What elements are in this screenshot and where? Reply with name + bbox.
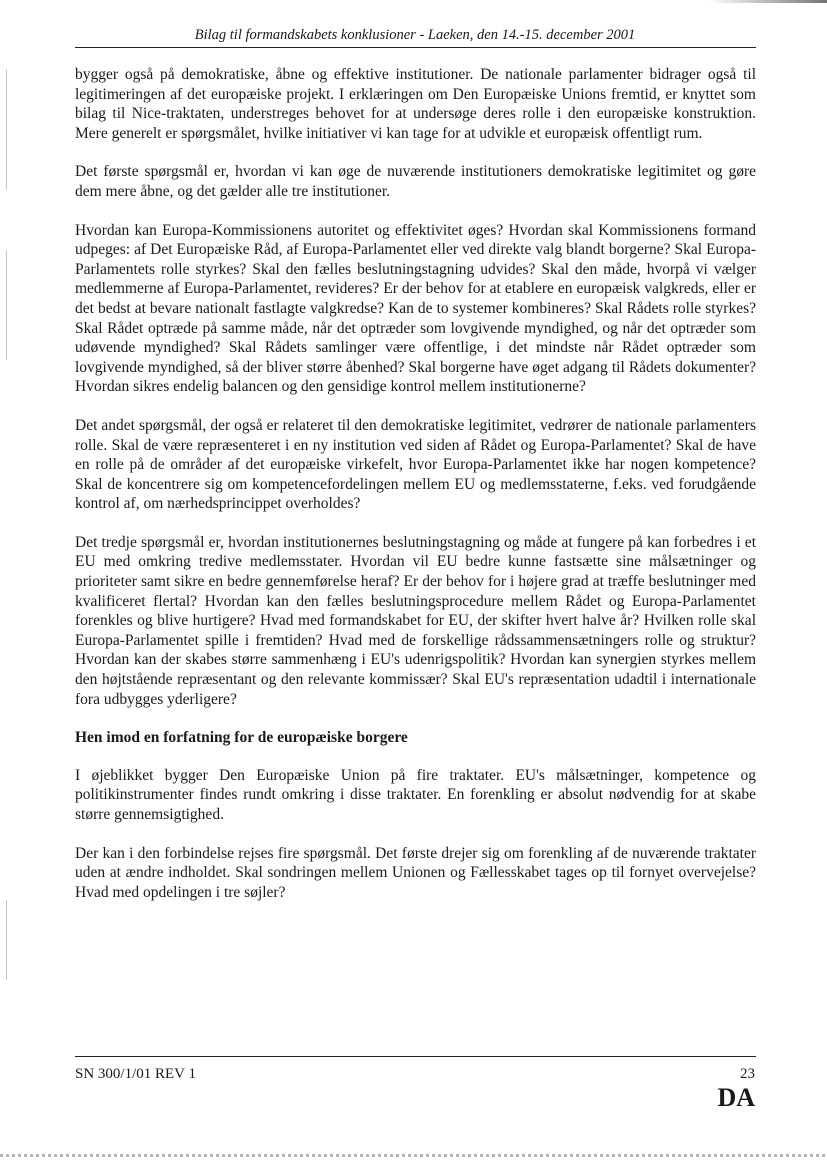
paragraph: bygger også på demokratiske, åbne og effektive institutioner. De nationale parlamenter bidrager også til legitimeringen af det europæiske projekt. I erklæringen om Den Europæiske Unions fremtid, er knyttet som bilag til Nice-traktaten, understreges behovet for at undersøge deres rolle i den europæiske konstruktion. Mere generelt er spørgsmålet, hvilke initiativer vi kan tage for at udvikle et europæisk offentligt rum.: [75, 66, 756, 142]
page-number: 23: [740, 1066, 755, 1082]
running-header: Bilag til formandskabets konklusioner - Laeken, den 14.-15. december 2001: [194, 27, 636, 43]
document-id: SN 300/1/01 REV 1: [75, 1066, 196, 1082]
paragraph: I øjeblikket bygger Den Europæiske Union på fire traktater. EU's målsætninger, kompetence og politikinstrumenter findes rundt omkring i disse traktater. En forenkling er absolut nødvendig for at skabe større gennemsigtighed.: [75, 766, 756, 823]
scan-edge-bottom: [0, 1154, 827, 1157]
section-heading: Hen imod en forfatning for de europæiske borgere: [75, 729, 408, 747]
document-body: [75, 65, 756, 921]
footer-rule: [75, 1056, 756, 1057]
header-rule: [75, 47, 756, 48]
paragraph: Det andet spørgsmål, der også er relateret til den demokratiske legitimitet, vedrører de nationale parlamenters rolle. Skal de være repræsenteret i en ny institution ved siden af Rådet og Europa-Parlamentet? Skal de have en rolle på de områder af det europæiske virkefelt, hvor Europa-Parlamentet ikke har nogen kompetence? Skal de koncentrere sig om kompetencefordelingen mellem EU og medlemsstaterne, f.eks. ved forudgående kontrol af, om nærhedsprincippet overholdes?: [75, 416, 756, 513]
paragraph: Hvordan kan Europa-Kommissionens autoritet og effektivitet øges? Hvordan skal Kommissionens formand udpeges: af Det Europæiske Råd, af Europa-Parlamentet eller ved direkte valg blandt borgerne? Skal Europa-Parlamentets rolle styrkes? Skal den fælles beslutningstagning udvides? Skal den måde, hvorpå vi vælger medlemmerne af Europa-Parlamentet, revideres? Er der behov for at etablere en europæisk valgkreds, eller er det bedst at bevare nationalt fastlagte valgkredse? Kan de to systemer kombineres? Skal Rådets rolle styrkes? Skal Rådet optræde på samme måde, når det optræder som lovgivende myndighed, og når det optræder som udøvende myndighed? Skal Rådets samlinger være offentlige, i det mindste når Rådet optræder som lovgivende myndighed, så der bliver større åbenhed? Skal borgerne have øget adgang til Rådets dokumenter? Hvordan sikres endelig balancen og den gensidige kontrol mellem institutionerne?: [75, 221, 756, 396]
margin-mark: [6, 900, 7, 980]
margin-mark: [6, 70, 7, 190]
paragraph: Der kan i den forbindelse rejses fire spørgsmål. Det første drejer sig om forenkling af de nuværende traktater uden at ændre indholdet. Skal sondringen mellem Unionen og Fællesskabet tages op til fornyet overvejelse? Hvad med opdelingen i tre søjler?: [75, 844, 756, 901]
paragraph: Det første spørgsmål er, hvordan vi kan øge de nuværende institutioners demokratiske legitimitet og gøre dem mere åbne, og det gælder alle tre institutioner.: [75, 163, 756, 200]
paragraph: Det tredje spørgsmål er, hvordan institutionernes beslutningstagning og måde at fungere på kan forbedres i et EU med omkring tredive medlemsstater. Hvordan vil EU bedre kunne fastsætte sine målsætninger og prioriteter samt sikre en bedre gennemførelse heraf? Er der behov for i højere grad at træffe beslutninger med kvalificeret flertal? Hvordan kan den fælles beslutningsprocedure mellem Rådet og Europa-Parlamentet forenkles og blive hurtigere? Hvad med formandskabet for EU, der skifter hvert halve år? Hvilken rolle skal Europa-Parlamentet spille i fremtiden? Hvad med de forskellige rådssammensætningers rolle og struktur? Hvordan kan der skabes større sammenhæng i EU's udenrigspolitik? Hvordan kan synergien styrkes mellem den højtstående repræsentant og den relevante kommissær? Skal EU's repræsentation udadtil i internationale fora udbygges yderligere?: [75, 533, 756, 708]
margin-mark: [6, 250, 7, 360]
language-code: DA: [717, 1083, 755, 1112]
scan-edge-top: [707, 0, 827, 3]
